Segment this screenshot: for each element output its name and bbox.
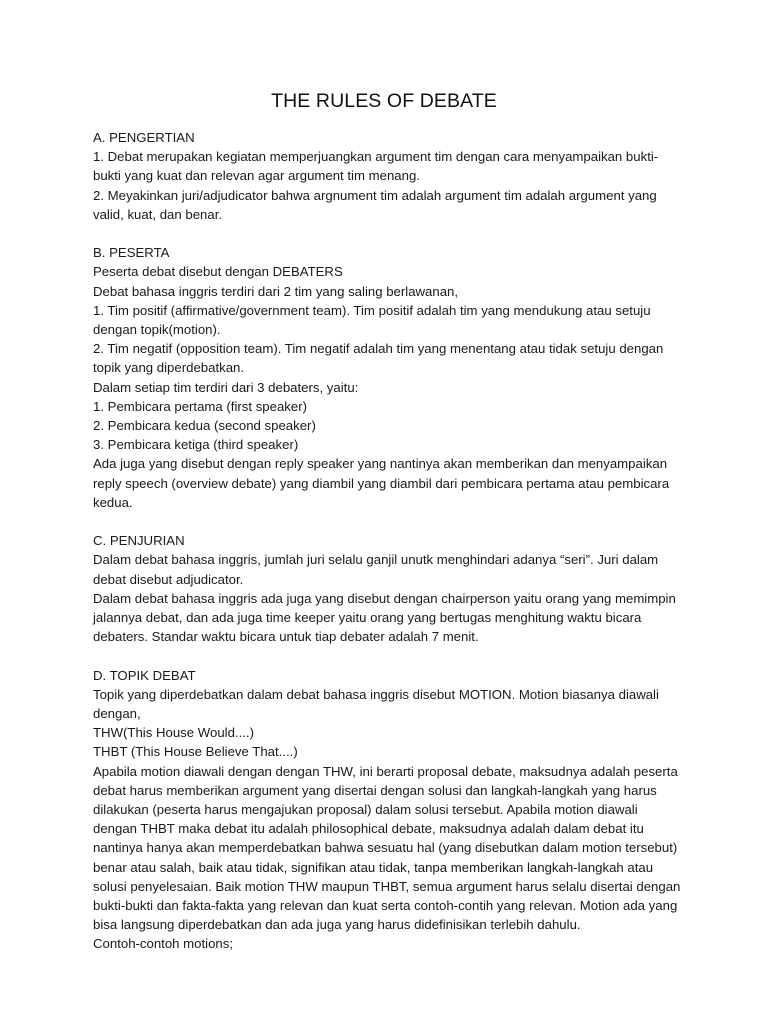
text-line: debat disebut adjudicator. bbox=[93, 571, 244, 587]
text-line: 2. Tim negatif (opposition team). Tim negatif adalah tim yang menentang atau tidak setuju dengan bbox=[93, 341, 664, 357]
text-line: 1. Tim positif (affirmative/government team). Tim positif adalah tim yang mendukung atau setuju bbox=[93, 302, 651, 318]
document-body bbox=[93, 128, 688, 954]
text-line: Peserta debat disebut dengan DEBATERS bbox=[93, 264, 343, 280]
text-line: 2. Pembicara kedua (second speaker) bbox=[93, 418, 316, 434]
text-line: 3. Pembicara ketiga (third speaker) bbox=[93, 437, 299, 453]
section-penjurian bbox=[93, 531, 688, 646]
text-line: benar atau salah, baik atau tidak, signifikan atau tidak, tanpa memberikan langkah-langkah atau bbox=[93, 859, 654, 875]
text-line: Debat bahasa inggris terdiri dari 2 tim yang saling berlawanan, bbox=[93, 283, 459, 299]
section-topik-debat bbox=[93, 666, 688, 954]
text-line: Contoh-contoh motions; bbox=[93, 936, 234, 952]
text-line: solusi penyelesaian. Baik motion THW maupun THBT, semua argument harus selalu disertai dengan bbox=[93, 878, 681, 894]
text-line: jalannya debat, dan ada juga time keeper yaitu orang yang bertugas menghitung waktu bicara bbox=[93, 610, 642, 626]
text-line: kedua. bbox=[93, 494, 133, 510]
text-line: 1. Pembicara pertama (first speaker) bbox=[93, 398, 308, 414]
text-line: dengan THBT maka debat itu adalah philosophical debate, maksudnya adalah dalam debat itu bbox=[93, 821, 644, 837]
text-line: 2. Meyakinkan juri/adjudicator bahwa argnument tim adalah argument tim adalah argument yang bbox=[93, 187, 657, 203]
text-line: valid, kuat, dan benar. bbox=[93, 206, 223, 222]
text-line: bukti-bukti dan fakta-fakta yang relevan dan kuat serta contoh-contih yang relevan. Motion ada yang bbox=[93, 898, 678, 914]
text-line: Dalam debat bahasa inggris ada juga yang disebut dengan chairperson yaitu orang yang memimpin bbox=[93, 590, 676, 606]
text-line: dilakukan (peserta harus mengajukan proposal) dalam solusi tersebut. Apabila motion diawali bbox=[93, 802, 638, 818]
text-line: bisa langsung diperdebatkan dan ada juga yang harus didefinisikan terlebih dahulu. bbox=[93, 917, 581, 933]
text-line: debat harus memberikan argument yang disertai dengan solusi dan langkah-langkah yang harus bbox=[93, 782, 657, 798]
page-title: THE RULES OF DEBATE bbox=[271, 90, 497, 112]
text-line: dengan, bbox=[93, 706, 141, 722]
text-line: bukti yang kuat dan relevan agar argument tim menang. bbox=[93, 168, 420, 184]
section-heading: C. PENJURIAN bbox=[93, 533, 185, 549]
text-line: Dalam debat bahasa inggris, jumlah juri selalu ganjil unutk menghindari adanya “seri”. Juri dalam bbox=[93, 552, 659, 568]
text-line: THW(This House Would....) bbox=[93, 725, 254, 741]
text-line: Ada juga yang disebut dengan reply speaker yang nantinya akan memberikan dan menyampaikan bbox=[93, 456, 668, 472]
section-pengertian bbox=[93, 128, 688, 224]
text-line: topik yang diperdebatkan. bbox=[93, 360, 245, 376]
text-line: reply speech (overview debate) yang diambil yang diambil dari pembicara pertama atau pembicara bbox=[93, 475, 670, 491]
section-heading: A. PENGERTIAN bbox=[93, 130, 195, 145]
text-line: nantinya hanya akan memperdebatkan bahwa sesuatu hal (yang disebutkan dalam motion tersebut) bbox=[93, 840, 678, 856]
text-line: Apabila motion diawali dengan dengan THW, ini berarti proposal debate, maksudnya adalah peserta bbox=[93, 763, 678, 779]
text-line: dengan topik(motion). bbox=[93, 322, 221, 338]
text-line: THBT (This House Believe That....) bbox=[93, 744, 298, 760]
section-heading: D. TOPIK DEBAT bbox=[93, 667, 196, 683]
section-peserta bbox=[93, 243, 688, 512]
text-line: debaters. Standar waktu bicara untuk tiap debater adalah 7 menit. bbox=[93, 629, 479, 645]
section-heading: B. PESERTA bbox=[93, 245, 170, 261]
text-line: Dalam setiap tim terdiri dari 3 debaters, yaitu: bbox=[93, 379, 359, 395]
text-line: 1. Debat merupakan kegiatan memperjuangkan argument tim dengan cara menyampaikan bukti- bbox=[93, 149, 659, 165]
text-line: Topik yang diperdebatkan dalam debat bahasa inggris disebut MOTION. Motion biasanya diawali bbox=[93, 686, 659, 702]
